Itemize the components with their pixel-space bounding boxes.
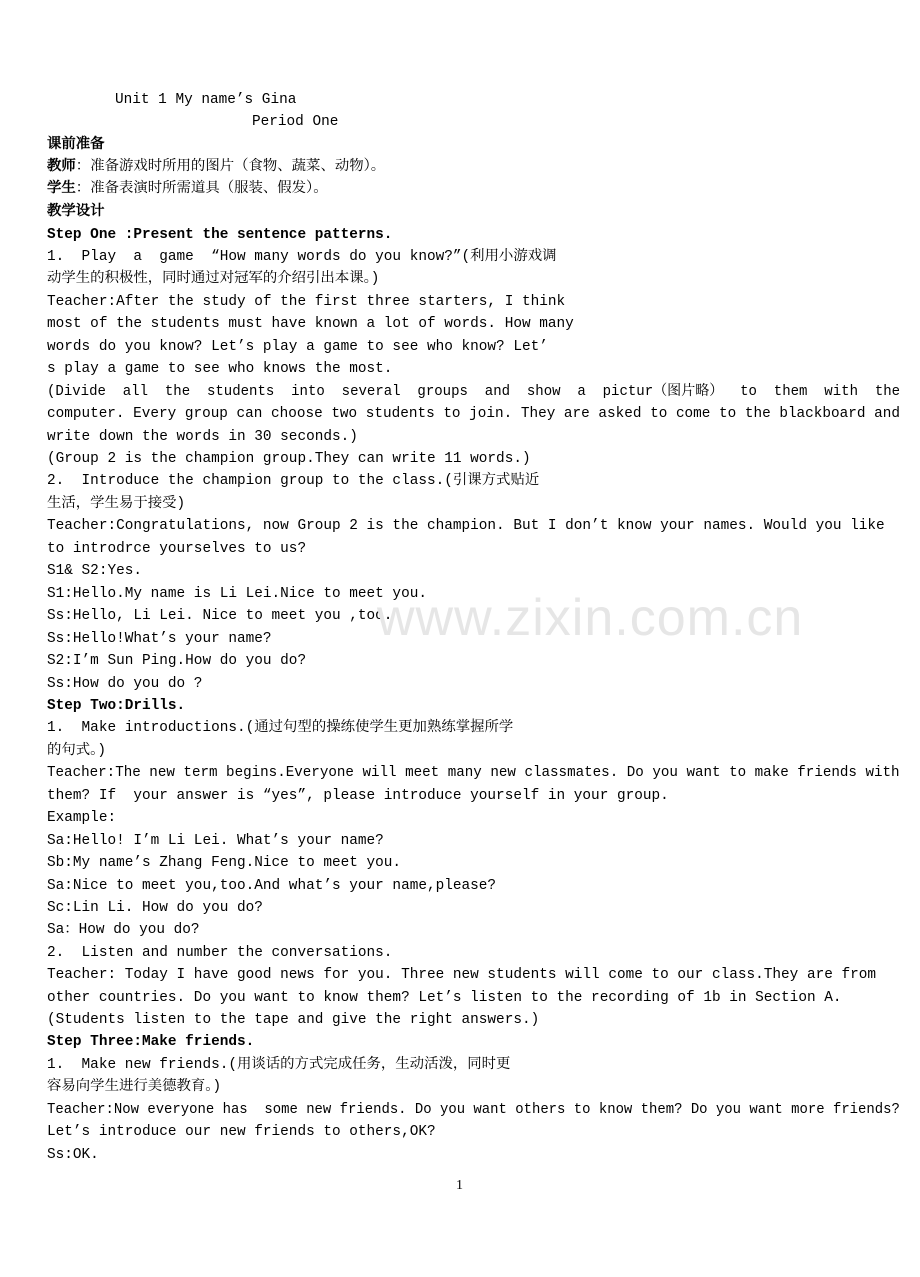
text-line: Teacher:After the study of the first three starters, I think bbox=[47, 294, 566, 310]
text-line: 1. Play a game “How many words do you know?”(利用小游戏调 bbox=[47, 249, 557, 265]
text-line: other countries. Do you want to know them? Let’s listen to the recording of 1b in Section A. bbox=[47, 990, 842, 1006]
text-line: 1. Make new friends.(用谈话的方式完成任务，生动活泼，同时更 bbox=[47, 1057, 511, 1073]
text-line: Example: bbox=[47, 810, 117, 826]
text-line: to introdrce yourselves to us? bbox=[47, 541, 307, 557]
student-label: 学生 bbox=[47, 181, 76, 197]
page-number: 1 bbox=[456, 1178, 463, 1193]
watermark: www.zixin.com.cn bbox=[377, 589, 804, 647]
text-line: Sc:Lin Li. How do you do? bbox=[47, 900, 263, 916]
text-line: Sa:Hello! I’m Li Lei. What’s your name? bbox=[47, 833, 384, 849]
teacher-prep-line bbox=[47, 156, 385, 178]
text-line: words do you know? Let’s play a game to see who know? Let’ bbox=[47, 339, 548, 355]
text-line: Teacher:The new term begins.Everyone will meet many new classmates. Do you want to make friends with bbox=[47, 765, 900, 781]
text-line: Ss:Hello, Li Lei. Nice to meet you ,too. bbox=[47, 608, 393, 624]
text-line: Teacher: Today I have good news for you. Three new students will come to our class.They are from bbox=[47, 967, 877, 983]
text-line: Ss:How do you do ? bbox=[47, 676, 203, 692]
student-prep-text: ：准备表演时所需道具（服装、假发）。 bbox=[75, 181, 328, 197]
text-line: Teacher:Congratulations, now Group 2 is the champion. But I don’t know your names. Would you like bbox=[47, 518, 885, 534]
step-one-heading: Step One :Present the sentence patterns. bbox=[47, 227, 393, 243]
period-subtitle: Period One bbox=[252, 114, 339, 130]
text-line: 2. Listen and number the conversations. bbox=[47, 945, 393, 961]
prep-heading: 课前准备 bbox=[47, 137, 105, 153]
text-line: (Group 2 is the champion group.They can write 11 words.) bbox=[47, 451, 531, 467]
unit-title: Unit 1 My name’s Gina bbox=[115, 92, 297, 108]
text-line: (Divide all the students into several groups and show a pictur（图片略） to them with the bbox=[47, 384, 901, 400]
text-line: S2:I’m Sun Ping.How do you do? bbox=[47, 653, 307, 669]
text-line: 2. Introduce the champion group to the class.(引课方式贴近 bbox=[47, 473, 540, 489]
text-line: S1& S2:Yes. bbox=[47, 563, 142, 579]
step-three-heading: Step Three:Make friends. bbox=[47, 1034, 255, 1050]
text-line: 的句式。) bbox=[47, 743, 106, 759]
text-line: S1:Hello.My name is Li Lei.Nice to meet you. bbox=[47, 586, 427, 602]
text-line: Ss:Hello!What’s your name? bbox=[47, 631, 272, 647]
step-two-heading: Step Two:Drills. bbox=[47, 698, 186, 714]
teacher-prep-text: ：准备游戏时所用的图片（食物、蔬菜、动物）。 bbox=[75, 159, 386, 175]
text-line: Sa:Nice to meet you,too.And what’s your name,please? bbox=[47, 878, 497, 894]
text-line: 容易向学生进行美德教育。) bbox=[47, 1079, 222, 1095]
text-line: Ss:OK. bbox=[47, 1147, 99, 1163]
text-line: 动学生的积极性，同时通过对冠军的介绍引出本课。) bbox=[47, 271, 380, 287]
text-line: Sa：How do you do? bbox=[47, 922, 200, 938]
text-line: s play a game to see who knows the most. bbox=[47, 361, 393, 377]
text-line: Let’s introduce our new friends to others,OK? bbox=[47, 1124, 436, 1140]
teacher-label: 教师 bbox=[47, 159, 76, 175]
text-line: 1. Make introductions.(通过句型的操练使学生更加熟练掌握所学 bbox=[47, 720, 514, 736]
text-line: them? If your answer is “yes”, please introduce yourself in your group. bbox=[47, 788, 669, 804]
text-line: Teacher:Now everyone has some new friends. Do you want others to know them? Do you want more friends? bbox=[47, 1102, 900, 1118]
student-prep-line bbox=[47, 178, 328, 200]
text-line: write down the words in 30 seconds.) bbox=[47, 429, 358, 445]
text-line: computer. Every group can choose two students to join. They are asked to come to the blackboard and bbox=[47, 406, 900, 422]
text-line: Sb:My name’s Zhang Feng.Nice to meet you. bbox=[47, 855, 402, 871]
text-line: most of the students must have known a lot of words. How many bbox=[47, 316, 574, 332]
design-heading: 教学设计 bbox=[47, 204, 105, 220]
text-line: 生活，学生易于接受) bbox=[47, 496, 186, 512]
text-line: (Students listen to the tape and give the right answers.) bbox=[47, 1012, 540, 1028]
